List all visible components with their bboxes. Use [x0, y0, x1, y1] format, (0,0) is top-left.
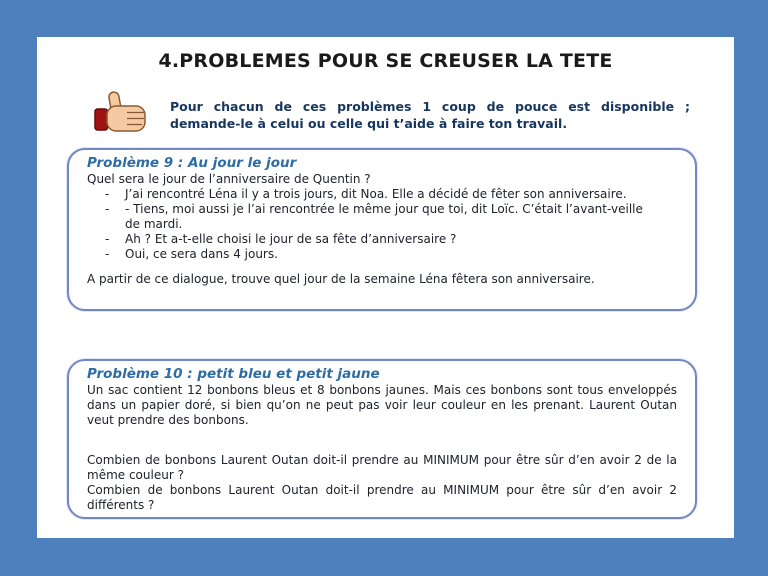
dialogue-line: - Ah ? Et a-t-elle choisi le jour de sa fête d’anniversaire ?	[87, 232, 677, 247]
problem-10-question-1: Combien de bonbons Laurent Outan doit-il prendre au MINIMUM pour être sûr d’en avoir 2 de la même couleur ?	[87, 453, 677, 482]
worksheet-page	[37, 37, 734, 538]
problem-10-title: Problème 10 : petit bleu et petit jaune	[87, 366, 380, 382]
dialogue-line: - Oui, ce sera dans 4 jours.	[87, 247, 677, 262]
dialogue-line: - J’ai rencontré Léna il y a trois jours, dit Noa. Elle a décidé de fêter son anniversaire.	[87, 187, 677, 202]
problem-10-question-2: Combien de bonbons Laurent Outan doit-il prendre au MINIMUM pour être sûr d’en avoir 2 différents ?	[87, 483, 677, 512]
problem-9-title: Problème 9 : Au jour le jour	[87, 155, 297, 171]
intro-help-text: Pour chacun de ces problèmes 1 coup de pouce est disponible ; demande-le à celui ou celle qui t’aide à faire ton travail.	[170, 99, 690, 131]
problem-9-conclusion: A partir de ce dialogue, trouve quel jour de la semaine Léna fêtera son anniversaire.	[87, 272, 595, 286]
intro-row	[93, 90, 690, 138]
thumbs-up-icon	[93, 90, 153, 138]
problem-9-question: Quel sera le jour de l’anniversaire de Quentin ?	[87, 172, 371, 186]
page-title: 4.PROBLEMES POUR SE CREUSER LA TETE	[158, 50, 613, 72]
problem-9-box	[67, 148, 697, 311]
problem-9-dialogue-list	[87, 187, 677, 262]
problem-10-box	[67, 359, 697, 519]
problem-10-statement: Un sac contient 12 bonbons bleus et 8 bonbons jaunes. Mais ces bonbons sont tous enveloppés dans un papier doré, si bien qu’on ne peut pas voir leur couleur en les prenant. Laurent Outan veut prendre des bonbons.	[87, 383, 677, 427]
dialogue-line: - - Tiens, moi aussi je l’ai rencontrée le même jour que toi, dit Loïc. C’était l’avant-veille de mardi.	[87, 202, 677, 232]
